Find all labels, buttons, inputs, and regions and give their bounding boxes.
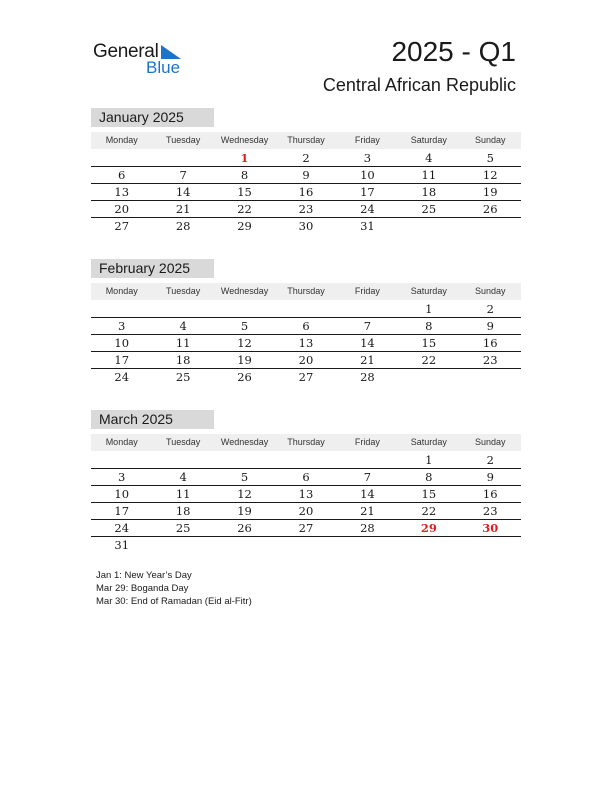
week-row (91, 352, 521, 369)
day-cell: 13 (114, 185, 130, 199)
holiday-note: Jan 1: New Year’s Day (96, 570, 192, 581)
day-cell: 1 (425, 453, 433, 467)
weekday-saturday: Saturday (410, 286, 447, 296)
day-cell: 6 (118, 168, 126, 182)
week-row (91, 184, 521, 201)
weekday-sunday: Sunday (474, 135, 506, 145)
day-cell: 21 (360, 353, 375, 367)
day-cell: 17 (114, 353, 130, 367)
day-cell: 18 (175, 353, 191, 367)
day-cell: 14 (360, 336, 375, 350)
day-cell: 24 (114, 521, 130, 535)
logo-text-general: General (93, 41, 159, 62)
day-cell: 22 (421, 353, 437, 367)
day-cell: 26 (237, 521, 252, 535)
weekday-thursday: Thursday (287, 437, 325, 447)
week-row (91, 335, 521, 352)
day-cell (152, 150, 213, 166)
day-cell: 4 (179, 319, 187, 333)
day-cell: 14 (360, 487, 375, 501)
day-cell: 8 (425, 319, 433, 333)
month-january (91, 108, 521, 234)
week-row (91, 469, 521, 486)
weekday-sunday: Sunday (474, 437, 506, 447)
week-row (91, 201, 521, 218)
day-cell: 18 (175, 504, 191, 518)
weekday-wednesday: Wednesday (220, 135, 269, 145)
day-cell: 17 (360, 185, 375, 199)
day-cell (152, 537, 213, 553)
month-label: March 2025 (91, 410, 214, 429)
day-cell (275, 537, 336, 553)
day-cell: 2 (486, 453, 494, 467)
day-cell: 11 (421, 168, 437, 182)
day-cell: 21 (175, 202, 191, 216)
day-cell (152, 301, 213, 317)
day-cell: 30 (298, 219, 314, 233)
weekday-friday: Friday (354, 135, 380, 145)
week-row (91, 503, 521, 520)
weekday-header-row (91, 132, 521, 149)
day-cell (460, 537, 521, 553)
day-cell (275, 301, 336, 317)
day-cell: 10 (114, 487, 130, 501)
day-cell: 23 (482, 353, 498, 367)
week-row (91, 167, 521, 184)
day-cell: 23 (482, 504, 498, 518)
weekday-tuesday: Tuesday (166, 135, 201, 145)
week-row (91, 486, 521, 503)
day-cell (460, 218, 521, 234)
day-cell: 3 (363, 151, 372, 165)
day-cell: 27 (298, 370, 314, 384)
day-cell: 9 (486, 470, 494, 484)
day-cell (337, 301, 398, 317)
weekday-monday: Monday (105, 437, 138, 447)
holiday-note: Mar 30: End of Ramadan (Eid al-Fitr) (96, 596, 252, 607)
day-cell (91, 301, 152, 317)
month-label: February 2025 (91, 259, 214, 278)
day-cell: 3 (118, 470, 126, 484)
weekday-header-row (91, 434, 521, 451)
day-cell: 6 (302, 470, 310, 484)
day-cell (152, 452, 213, 468)
weekday-tuesday: Tuesday (166, 286, 201, 296)
month-label: January 2025 (91, 108, 214, 127)
day-cell: 4 (425, 151, 433, 165)
day-cell: 25 (175, 370, 191, 384)
day-cell (460, 369, 521, 385)
weekday-saturday: Saturday (410, 437, 447, 447)
holiday-day-cell: 1 (240, 151, 249, 165)
day-cell: 10 (114, 336, 130, 350)
weekday-header-row (91, 283, 521, 300)
holiday-day-cell: 30 (482, 521, 499, 535)
day-cell: 12 (482, 168, 498, 182)
generalblue-logo (93, 40, 203, 80)
day-cell: 22 (421, 504, 437, 518)
day-cell: 10 (360, 168, 375, 182)
holiday-day-cell: 29 (420, 521, 437, 535)
logo-triangle-icon (161, 45, 181, 59)
weekday-wednesday: Wednesday (220, 286, 269, 296)
day-cell: 20 (114, 202, 130, 216)
week-row (91, 218, 521, 234)
day-cell: 31 (360, 219, 375, 233)
logo-text-blue: Blue (146, 58, 181, 77)
day-cell: 4 (179, 470, 187, 484)
day-cell: 5 (486, 151, 494, 165)
day-cell: 8 (425, 470, 433, 484)
weekday-friday: Friday (354, 286, 380, 296)
day-cell: 19 (482, 185, 498, 199)
day-cell: 31 (114, 538, 130, 552)
day-cell: 29 (237, 219, 252, 233)
day-cell: 21 (360, 504, 375, 518)
day-cell: 20 (298, 504, 314, 518)
country-name: Central African Republic (322, 75, 516, 95)
holiday-note: Mar 29: Boganda Day (96, 583, 189, 594)
day-cell (214, 537, 275, 553)
week-row (91, 452, 521, 469)
month-february (91, 259, 521, 385)
day-cell (398, 369, 459, 385)
weekday-wednesday: Wednesday (220, 437, 269, 447)
day-cell: 3 (118, 319, 126, 333)
day-cell: 28 (175, 219, 191, 233)
day-cell: 5 (240, 470, 249, 484)
day-cell (275, 452, 336, 468)
day-cell (337, 452, 398, 468)
weekday-thursday: Thursday (287, 135, 325, 145)
weekday-sunday: Sunday (474, 286, 506, 296)
day-cell: 17 (114, 504, 130, 518)
week-row (91, 301, 521, 318)
day-cell: 15 (421, 487, 437, 501)
day-cell (91, 452, 152, 468)
week-row (91, 520, 521, 537)
day-cell: 12 (237, 336, 252, 350)
day-cell: 11 (175, 487, 191, 501)
day-cell (214, 452, 275, 468)
day-cell: 26 (237, 370, 252, 384)
day-cell: 2 (302, 151, 310, 165)
day-cell (337, 537, 398, 553)
day-cell: 5 (240, 319, 249, 333)
day-cell: 22 (237, 202, 252, 216)
week-row (91, 537, 521, 553)
weekday-tuesday: Tuesday (166, 437, 201, 447)
weekday-monday: Monday (105, 135, 138, 145)
day-cell: 7 (363, 319, 372, 333)
day-cell: 26 (482, 202, 498, 216)
day-cell: 19 (237, 504, 252, 518)
day-cell: 15 (421, 336, 437, 350)
weekday-friday: Friday (354, 437, 380, 447)
day-cell: 19 (237, 353, 252, 367)
day-cell: 9 (486, 319, 494, 333)
day-cell: 27 (298, 521, 314, 535)
day-cell: 9 (302, 168, 310, 182)
day-cell: 25 (421, 202, 437, 216)
day-cell: 24 (360, 202, 375, 216)
day-cell: 8 (240, 168, 249, 182)
weekday-saturday: Saturday (410, 135, 447, 145)
day-cell: 24 (114, 370, 130, 384)
day-cell: 12 (237, 487, 252, 501)
day-cell: 28 (360, 370, 375, 384)
day-cell: 1 (425, 302, 433, 316)
day-cell (91, 150, 152, 166)
day-cell: 13 (298, 487, 314, 501)
holiday-notes (96, 569, 252, 608)
day-cell: 23 (298, 202, 314, 216)
day-cell: 7 (363, 470, 372, 484)
week-row (91, 150, 521, 167)
day-cell (214, 301, 275, 317)
week-row (91, 369, 521, 385)
day-cell: 11 (175, 336, 191, 350)
day-cell: 15 (237, 185, 252, 199)
weekday-monday: Monday (105, 286, 138, 296)
day-cell: 16 (482, 487, 498, 501)
day-cell: 6 (302, 319, 310, 333)
day-cell: 16 (298, 185, 314, 199)
day-cell: 13 (298, 336, 314, 350)
month-march (91, 410, 521, 553)
week-row (91, 318, 521, 335)
day-cell (398, 537, 459, 553)
day-cell: 2 (486, 302, 494, 316)
weekday-thursday: Thursday (287, 286, 325, 296)
quarter-title: 2025 - Q1 (391, 36, 516, 67)
day-cell: 20 (298, 353, 314, 367)
day-cell: 25 (175, 521, 191, 535)
day-cell: 28 (360, 521, 375, 535)
day-cell: 16 (482, 336, 498, 350)
day-cell: 18 (421, 185, 437, 199)
day-cell (398, 218, 459, 234)
day-cell: 14 (175, 185, 191, 199)
day-cell: 27 (114, 219, 130, 233)
day-cell: 7 (179, 168, 187, 182)
